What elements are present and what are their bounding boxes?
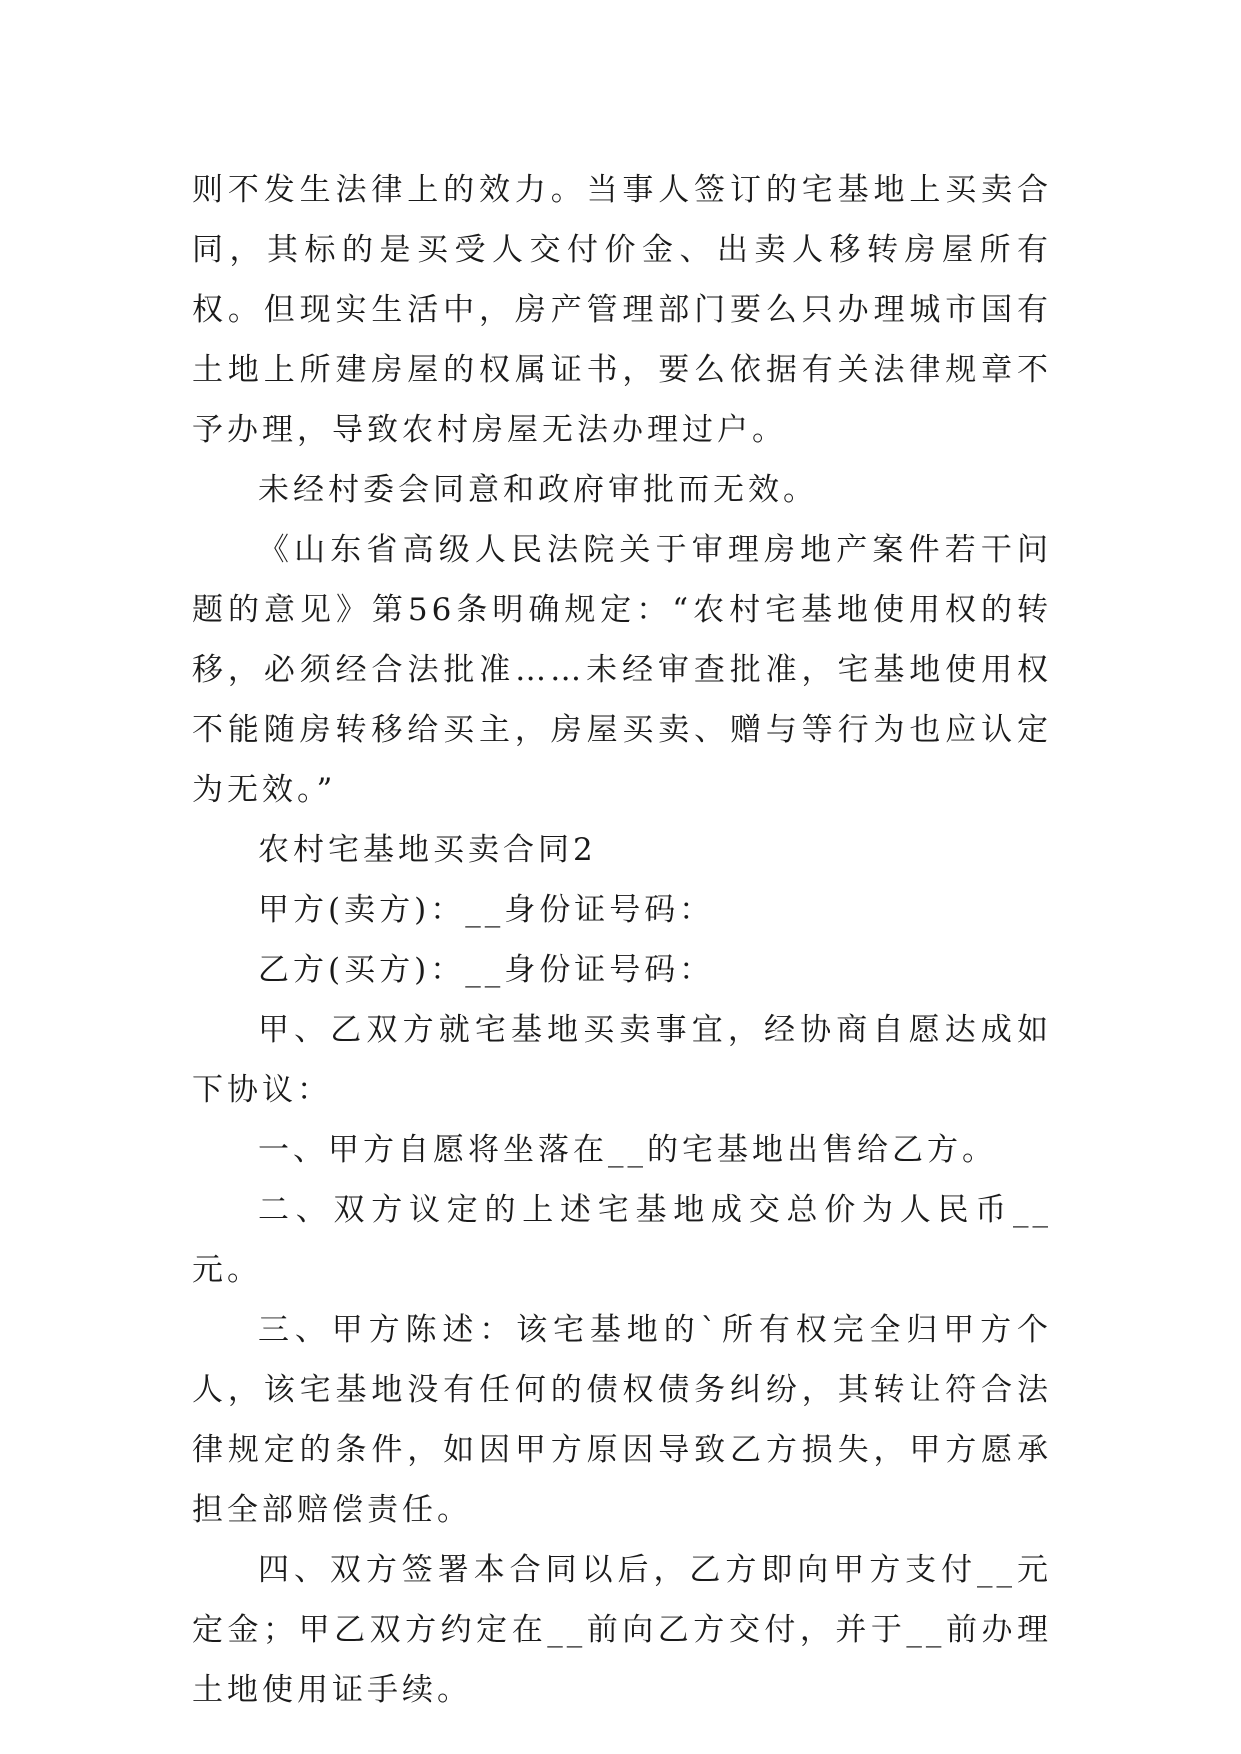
paragraph: 未经村委会同意和政府审批而无效。 <box>258 472 818 508</box>
clause-4: 四、双方签署本合同以后，乙方即向甲方支付__元定金；甲乙双方约定在__前向乙方交付，并于__前办理土地使用证手续。 <box>192 1552 1052 1708</box>
contract-title: 农村宅基地买卖合同2 <box>258 832 597 868</box>
paragraph: 甲、乙双方就宅基地买卖事宜，经协商自愿达成如下协议： <box>192 1012 1052 1108</box>
clause-2: 二、双方议定的上述宅基地成交总价为人民币__元。 <box>192 1192 1052 1288</box>
paragraph: 《山东省高级人民法院关于审理房地产案件若干问题的意见》第56条明确规定：“农村宅基地使用权的转移，必须经合法批准……未经审查批准，宅基地使用权不能随房转移给买主，房屋买卖、赠与等行为也应认定为无效。” <box>192 532 1052 808</box>
clause-3: 三、甲方陈述：该宅基地的`所有权完全归甲方个人，该宅基地没有任何的债权债务纠纷，其转让符合法律规定的条件，如因甲方原因导致乙方损失，甲方愿承担全部赔偿责任。 <box>192 1312 1052 1528</box>
paragraph-continuation: 则不发生法律上的效力。当事人签订的宅基地上买卖合同，其标的是买受人交付价金、出卖人移转房屋所有权。但现实生活中，房产管理部门要么只办理城市国有土地上所建房屋的权属证书，要么依据有关法律规章不予办理，导致农村房屋无法办理过户。 <box>192 172 1052 448</box>
clause-1: 一、甲方自愿将坐落在__的宅基地出售给乙方。 <box>258 1132 997 1168</box>
party-a-line: 甲方(卖方)：__身份证号码： <box>258 892 715 928</box>
party-b-line: 乙方(买方)：__身份证号码： <box>258 952 715 988</box>
document-body <box>192 160 1052 1720</box>
